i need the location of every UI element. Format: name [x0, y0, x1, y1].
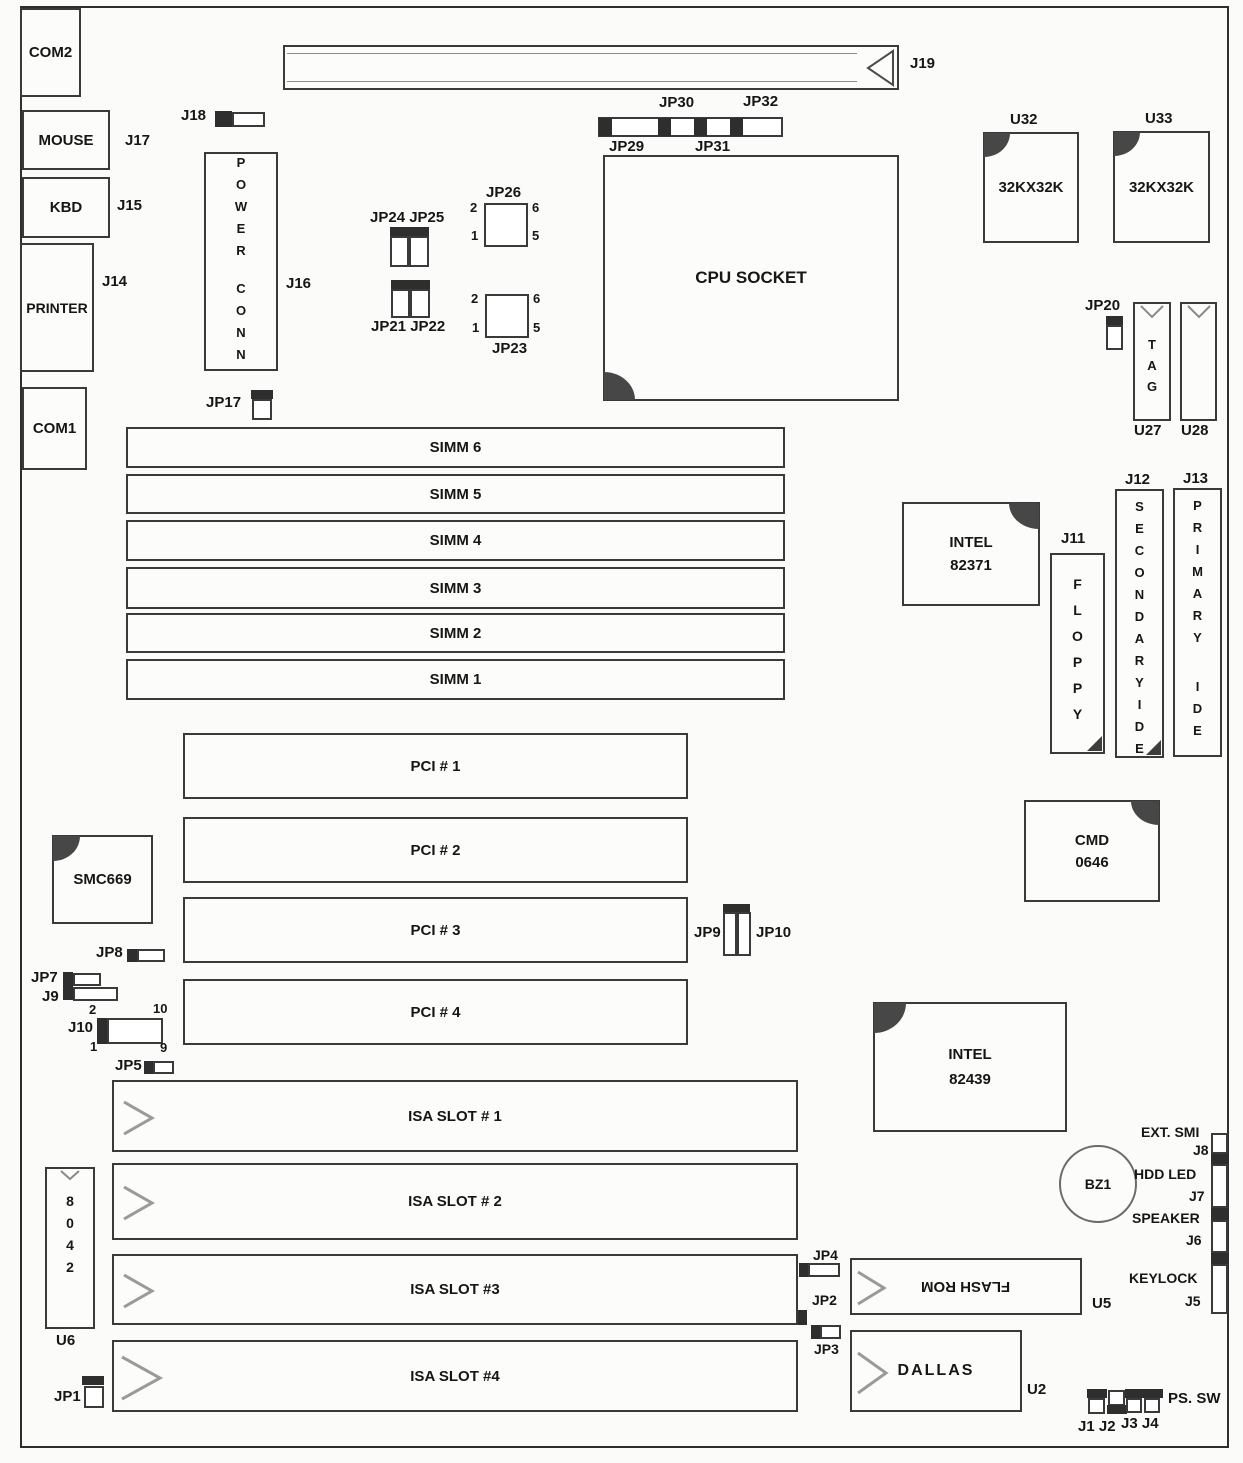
jp24-jumper: [390, 236, 409, 267]
j3-j4-label: J3 J4: [1121, 1415, 1159, 1432]
u6-text: 8042: [62, 1193, 78, 1281]
jp10-jumper: [737, 912, 751, 956]
floppy-pin1-marker: [1087, 736, 1102, 751]
j9-header: [73, 987, 118, 1001]
intel-82371-line2: 82371: [950, 557, 992, 574]
cpu-socket: [603, 155, 899, 401]
jp9-label: JP9: [694, 924, 721, 941]
u32-label: U32: [1010, 111, 1038, 128]
simm6-label: SIMM 6: [429, 439, 482, 456]
secondary-ide-text: SECONDARY: [1132, 499, 1147, 697]
isa-slot-3: [112, 1254, 798, 1325]
jp30-block: [658, 118, 671, 136]
jp4-block: [799, 1263, 808, 1277]
simm1-label: SIMM 1: [429, 671, 482, 688]
u5-label: U5: [1092, 1295, 1112, 1312]
simm-slot-2: [126, 613, 785, 653]
intel-82371-chip: [902, 502, 1040, 606]
jp17-block: [251, 390, 273, 399]
j10-header: [107, 1018, 163, 1044]
j18-jumper-block: [215, 111, 232, 127]
pci1-label: PCI # 1: [410, 757, 461, 775]
isa3-chevron-icon: [122, 1271, 156, 1311]
simm5-label: SIMM 5: [429, 485, 482, 503]
simm-slot-3: [126, 567, 785, 609]
isa3-label: ISA SLOT #3: [410, 1281, 500, 1298]
u33-text: 32KX32K: [1128, 178, 1195, 196]
simm-slot-5: [126, 474, 785, 514]
j1-jumper: [1088, 1398, 1105, 1414]
jp20-block: [1106, 316, 1123, 325]
jp8-jumper: [137, 949, 165, 962]
primary-ide-ide-text: IDE: [1190, 679, 1205, 745]
u27-text: TAG: [1144, 337, 1160, 400]
dallas-chevron-icon: [856, 1348, 890, 1398]
j15-label: J15: [117, 197, 143, 214]
jp25-jumper: [409, 236, 429, 267]
j10-label: J10: [68, 1019, 94, 1036]
primary-ide-connector: [1173, 488, 1222, 757]
speaker-label: SPEAKER: [1132, 1210, 1200, 1226]
kbd-label: KBD: [49, 199, 83, 216]
j17-label: J17: [125, 132, 151, 149]
primary-ide-text: PRIMARY: [1190, 498, 1205, 652]
cpu-pin1-marker: [604, 372, 635, 400]
j11-label: J11: [1061, 530, 1086, 547]
jp5-label: JP5: [115, 1057, 142, 1074]
panel-sep-3: [1211, 1253, 1228, 1264]
jp8-label: JP8: [96, 944, 123, 961]
dallas-chip: [850, 1330, 1022, 1412]
j10-pin-10: 10: [153, 1001, 168, 1016]
jp29-label: JP29: [609, 138, 645, 155]
com1-port: [22, 387, 87, 470]
pci-slot-1: [183, 733, 688, 799]
j14-label: J14: [102, 273, 128, 290]
pci2-label: PCI # 2: [410, 841, 461, 859]
jp22-jumper: [410, 289, 430, 318]
bz1-label: BZ1: [1084, 1176, 1112, 1192]
panel-sep-2: [1211, 1208, 1228, 1220]
power-word: POWER: [233, 154, 249, 265]
j10-pin-2: 2: [89, 1002, 97, 1017]
isa4-chevron-icon: [120, 1352, 164, 1404]
j2-jumper: [1108, 1390, 1125, 1406]
jp7-label: JP7: [31, 969, 58, 986]
printer-port: [20, 243, 94, 372]
com2-port: [20, 8, 81, 97]
bz1-buzzer: [1059, 1145, 1137, 1223]
isa4-label: ISA SLOT #4: [410, 1367, 500, 1385]
jp26-pin-5: 5: [532, 228, 540, 243]
flash-rom-text: FLASH ROM: [921, 1278, 1011, 1295]
j3-j4-block: [1125, 1389, 1163, 1398]
intel-82371-pin1-marker: [1009, 503, 1039, 529]
u28-notch-icon: [1186, 305, 1212, 319]
cmd-line2: 0646: [1075, 853, 1109, 871]
jp23-label: JP23: [492, 340, 528, 357]
jp21-jumper: [391, 289, 410, 318]
cmd-line1: CMD: [1074, 831, 1110, 849]
smc669-text: SMC669: [73, 871, 132, 888]
jp21-22-label: JP21 JP22: [371, 318, 446, 335]
j18-jumper: [232, 112, 265, 127]
simm4-label: SIMM 4: [429, 532, 482, 549]
j18-label: J18: [181, 107, 207, 124]
j7-header: [1211, 1164, 1228, 1208]
intel-82439-line1: INTEL: [948, 1046, 992, 1063]
jp2-block: [798, 1310, 807, 1325]
jp24-25-label: JP24 JP25: [370, 209, 445, 226]
j10-block: [97, 1018, 107, 1044]
jp26-header: [484, 203, 528, 247]
floppy-text: FLOPPY: [1069, 575, 1086, 732]
j10-pin-9: 9: [160, 1040, 168, 1055]
u28-label: U28: [1181, 422, 1209, 439]
j16-label: J16: [286, 275, 312, 292]
jp3-jumper: [820, 1325, 841, 1339]
j5-label: J5: [1185, 1293, 1201, 1309]
jp5-jumper: [153, 1061, 174, 1074]
intel-82439-line2: 82439: [949, 1071, 991, 1088]
power-connector: [204, 152, 278, 371]
secondary-ide-connector: [1115, 489, 1164, 763]
jp32-label: JP32: [743, 93, 779, 110]
jp2-label: JP2: [812, 1292, 837, 1308]
jp23-header: [485, 294, 529, 338]
cmd-pin1-marker: [1131, 801, 1159, 825]
intel-82439-chip: [873, 1002, 1067, 1132]
jp9-jumper: [723, 912, 737, 956]
j1-block: [1087, 1389, 1107, 1398]
keylock-label: KEYLOCK: [1129, 1270, 1198, 1286]
jp10-label: JP10: [756, 924, 792, 941]
j8-header: [1211, 1133, 1228, 1154]
intel-82371-line1: INTEL: [949, 534, 993, 551]
secondary-ide-ide-text: IDE: [1132, 697, 1147, 763]
jp3-block: [811, 1325, 820, 1339]
conn-word: CONN: [233, 280, 249, 369]
u33-chip: [1113, 131, 1210, 243]
u32-text: 32KX32K: [998, 179, 1064, 196]
flash-rom-chip: [850, 1258, 1082, 1315]
j3-jumper: [1126, 1398, 1142, 1413]
pci-slot-3: [183, 897, 688, 963]
j19-key-notch-icon: [863, 49, 895, 87]
u6-label: U6: [56, 1332, 76, 1349]
j2-block: [1107, 1405, 1127, 1414]
simm3-label: SIMM 3: [429, 579, 482, 597]
simm-slot-1: [126, 659, 785, 700]
jp23-pin-2: 2: [471, 291, 479, 306]
u6-8042-chip: [45, 1167, 95, 1329]
jp23-pin-6: 6: [533, 291, 541, 306]
jp7-jumper: [73, 973, 101, 986]
secondary-ide-pin1-marker: [1146, 740, 1161, 755]
j6-header: [1211, 1220, 1228, 1253]
mouse-port: [22, 110, 110, 170]
simm-slot-6: [126, 427, 785, 468]
flash-rom-chevron-icon: [856, 1268, 888, 1308]
jp30-label: JP30: [659, 94, 695, 111]
jp4-jumper: [808, 1263, 840, 1277]
jp9-10-block: [723, 904, 750, 912]
u33-label: U33: [1145, 110, 1173, 127]
jp26-pin-6: 6: [532, 200, 540, 215]
cmd-0646-chip: [1024, 800, 1160, 902]
j13-label: J13: [1183, 470, 1209, 487]
smc669-chip: [52, 835, 153, 924]
u28-chip: [1180, 302, 1217, 421]
u27-tag-chip: [1133, 302, 1171, 421]
j19-slot: [283, 45, 899, 90]
j10-pin-1: 1: [90, 1039, 98, 1054]
isa2-label: ISA SLOT # 2: [408, 1193, 502, 1210]
isa1-label: ISA SLOT # 1: [408, 1107, 502, 1125]
jp31-label: JP31: [695, 138, 731, 155]
jp20-label: JP20: [1085, 297, 1121, 314]
smc669-pin1-marker: [53, 836, 80, 861]
com1-label: COM1: [32, 420, 77, 437]
u27-notch-icon: [1139, 305, 1165, 319]
simm-slot-4: [126, 520, 785, 561]
simm2-label: SIMM 2: [429, 624, 482, 642]
jp23-pin-5: 5: [533, 320, 541, 335]
isa-slot-4: [112, 1340, 798, 1412]
jp1-jumper: [84, 1386, 104, 1408]
intel-82439-pin1-marker: [874, 1003, 906, 1033]
isa1-chevron-icon: [122, 1098, 156, 1138]
j8-label: J8: [1193, 1142, 1209, 1158]
pci-slot-4: [183, 979, 688, 1045]
j4-jumper: [1144, 1398, 1160, 1413]
cpu-socket-label: CPU SOCKET: [695, 268, 807, 287]
j9-label: J9: [42, 988, 59, 1005]
isa-slot-2: [112, 1163, 798, 1240]
jp17-jumper: [252, 399, 272, 420]
jp17-label: JP17: [206, 394, 242, 411]
mouse-label: MOUSE: [38, 131, 94, 149]
j1-j2-label: J1 J2: [1078, 1418, 1116, 1435]
ps-sw-label: PS. SW: [1168, 1390, 1221, 1407]
jp4-label: JP4: [813, 1247, 838, 1263]
j19-inner-line-bottom: [287, 81, 857, 82]
jp26-label: JP26: [486, 184, 522, 201]
j6-label: J6: [1186, 1232, 1202, 1248]
j19-label: J19: [910, 55, 936, 72]
j12-label: J12: [1125, 471, 1151, 488]
jp1-block: [82, 1376, 104, 1385]
jp26-pin-2: 2: [470, 200, 478, 215]
j5-header: [1211, 1264, 1228, 1314]
jp24-25-block: [390, 227, 429, 236]
jp3-label: JP3: [814, 1341, 839, 1357]
isa-slot-1: [112, 1080, 798, 1152]
pci-slot-2: [183, 817, 688, 883]
pci3-label: PCI # 3: [410, 921, 461, 939]
jp20-jumper: [1106, 325, 1123, 350]
floppy-connector: [1050, 553, 1105, 754]
hdd-led-label: HDD LED: [1134, 1166, 1197, 1182]
panel-sep-1: [1211, 1154, 1228, 1164]
u6-notch-icon: [59, 1170, 81, 1181]
jp8-block: [127, 949, 137, 962]
isa2-chevron-icon: [122, 1183, 156, 1223]
jp7-block: [63, 972, 73, 1000]
u32-chip: [983, 132, 1079, 243]
jp31-block: [694, 118, 707, 136]
jp32-block: [730, 118, 743, 136]
pci4-label: PCI # 4: [410, 1003, 461, 1021]
com2-label: COM2: [28, 44, 73, 61]
ext-smi-label: EXT. SMI: [1141, 1124, 1200, 1140]
jp1-label: JP1: [54, 1388, 81, 1405]
j7-label: J7: [1189, 1188, 1205, 1204]
u2-label: U2: [1027, 1381, 1047, 1398]
jp21-22-block: [391, 280, 430, 289]
u33-pin1-marker: [1114, 132, 1140, 156]
jp29-block: [599, 118, 612, 136]
kbd-port: [22, 177, 110, 238]
jp26-pin-1: 1: [471, 228, 479, 243]
jp5-block: [144, 1061, 153, 1074]
u27-label: U27: [1134, 422, 1162, 439]
dallas-text: DALLAS: [897, 1362, 975, 1379]
jp29-32-bar: [598, 117, 783, 137]
printer-label: PRINTER: [26, 299, 88, 316]
jp23-pin-1: 1: [472, 320, 480, 335]
u32-pin1-marker: [984, 133, 1010, 157]
j19-inner-line-top: [287, 53, 857, 54]
